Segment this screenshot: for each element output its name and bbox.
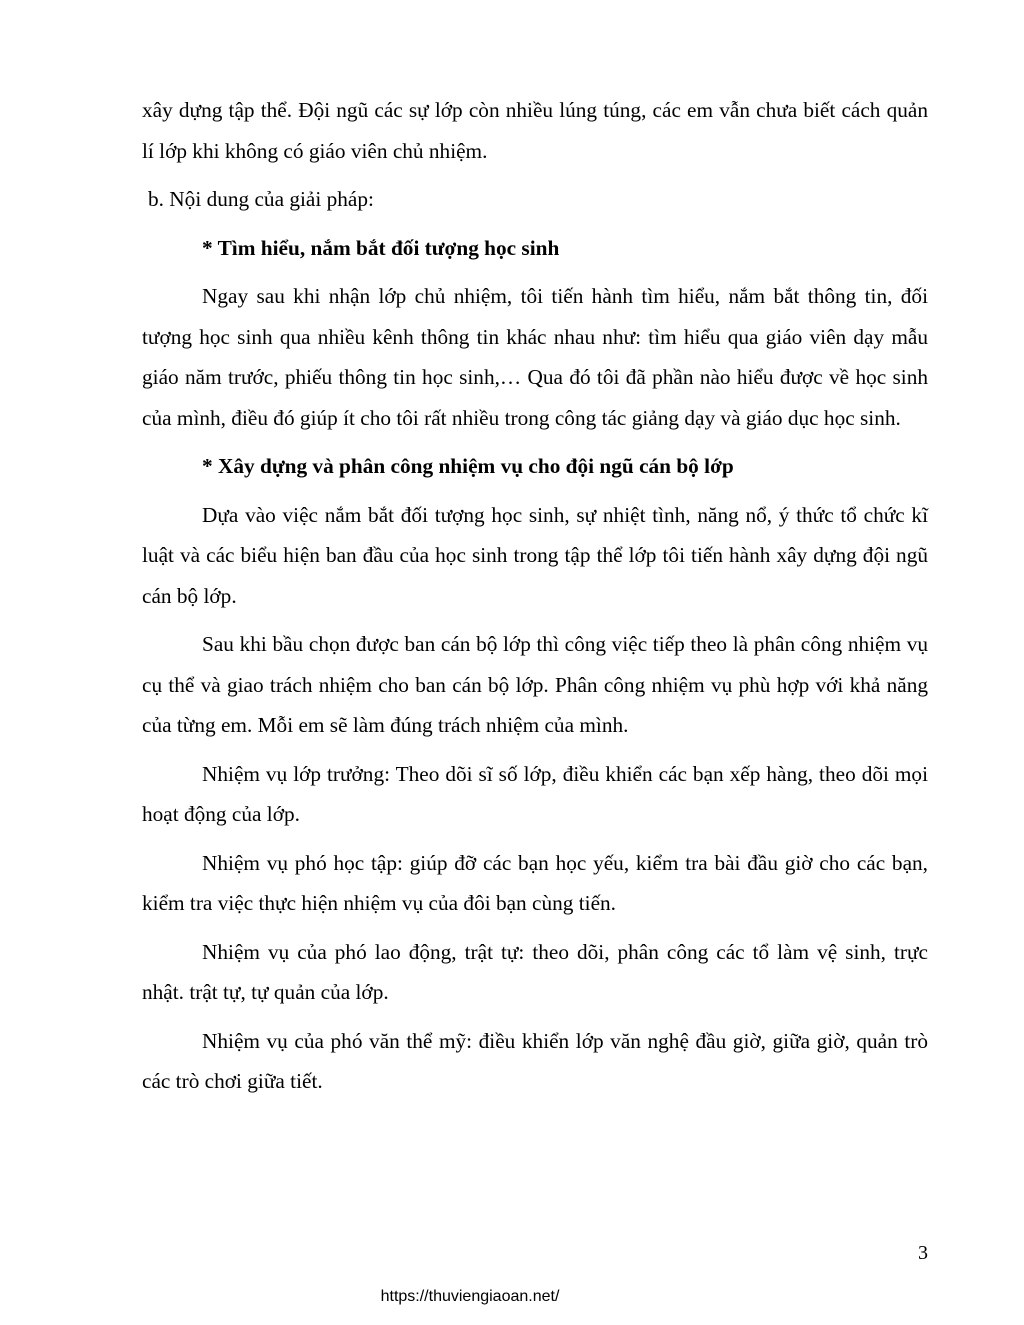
paragraph-monitor-duty: Nhiệm vụ lớp trưởng: Theo dõi sĩ số lớp, điều khiển các bạn xếp hàng, theo dõi mọi hoạt động của lớp. bbox=[142, 761, 928, 826]
paragraph-build-officers: Dựa vào việc nắm bắt đối tượng học sinh, sự nhiệt tình, năng nổ, ý thức tổ chức kĩ luật và các biểu hiện ban đầu của học sinh trong tập thể lớp tôi tiến hành xây dựng đội ngũ cán bộ lớp. bbox=[142, 502, 928, 608]
paragraph-labor-vice-duty: Nhiệm vụ của phó lao động, trật tự: theo dõi, phân công các tổ làm vệ sinh, trực nhật. trật tự, tự quản của lớp. bbox=[142, 939, 928, 1004]
page-number: 3 bbox=[918, 1242, 928, 1264]
paragraph-arts-vice-duty: Nhiệm vụ của phó văn thể mỹ: điều khiển lớp văn nghệ đầu giờ, giữa giờ, quản trò các trò chơi giữa tiết. bbox=[142, 1028, 928, 1093]
section-label-solution-content: b. Nội dung của giải pháp: bbox=[148, 187, 374, 211]
paragraph-study-vice-duty: Nhiệm vụ phó học tập: giúp đỡ các bạn học yếu, kiểm tra bài đầu giờ cho các bạn, kiểm tra việc thực hiện nhiệm vụ của đôi bạn cùng tiến. bbox=[142, 850, 928, 915]
heading-build-class-officers: * Xây dựng và phân công nhiệm vụ cho đội ngũ cán bộ lớp bbox=[202, 454, 734, 478]
paragraph-assign-duties: Sau khi bầu chọn được ban cán bộ lớp thì công việc tiếp theo là phân công nhiệm vụ cụ thể và giao trách nhiệm cho ban cán bộ lớp. Phân công nhiệm vụ phù hợp với khả năng của từng em. Mỗi em sẽ làm đúng trách nhiệm của mình. bbox=[142, 632, 928, 737]
paragraph-continuation: xây dựng tập thể. Đội ngũ các sự lớp còn nhiều lúng túng, các em vẫn chưa biết cách quản lí lớp khi không có giáo viên chủ nhiệm. bbox=[142, 98, 928, 163]
document-body bbox=[142, 90, 928, 1110]
heading-understand-students: * Tìm hiểu, nắm bắt đối tượng học sinh bbox=[202, 235, 560, 260]
footer-url[interactable]: https://thuviengiaoan.net/ bbox=[380, 1288, 560, 1305]
paragraph-understand-students: Ngay sau khi nhận lớp chủ nhiệm, tôi tiến hành tìm hiểu, nắm bắt thông tin, đối tượng học sinh qua nhiều kênh thông tin khác nhau như: tìm hiểu qua giáo viên dạy mẫu giáo năm trước, phiếu thông tin học sinh,… Qua đó tôi đã phần nào hiểu được về học sinh của mình, điều đó giúp ít cho tôi rất nhiều trong công tác giảng dạy và giáo dục học sinh. bbox=[142, 284, 928, 430]
